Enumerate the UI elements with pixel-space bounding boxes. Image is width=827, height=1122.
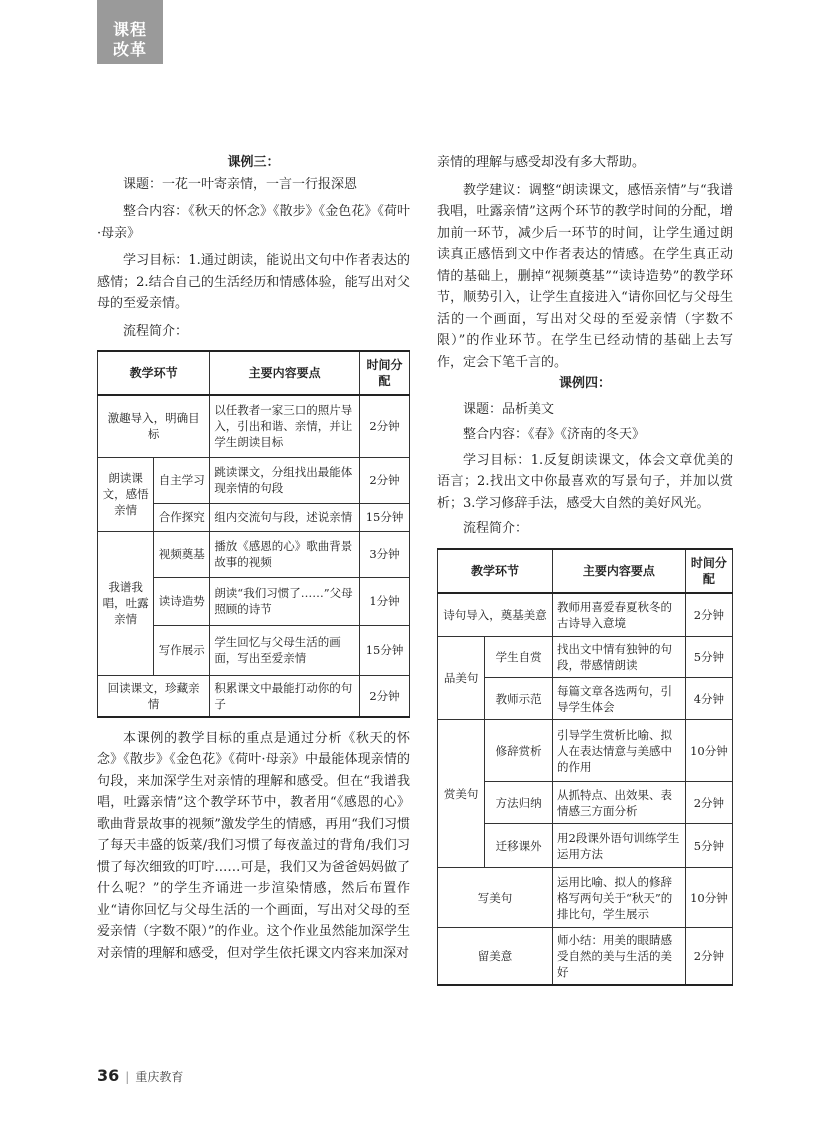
header-content: 主要内容要点 bbox=[553, 549, 686, 593]
content-cell: 以任教者一家三口的照片导入，引出和谐、亲情，并让学生朗读目标 bbox=[210, 395, 360, 457]
example3-goals: 学习目标：1.通过朗读，能说出文句中作者表达的感情；2.结合自己的生活经历和情感体验，能写出对父母的至爱亲情。 bbox=[97, 253, 410, 311]
example4-flow-table bbox=[437, 548, 733, 987]
stage-cell: 我谱我唱，吐露亲情 bbox=[98, 531, 154, 675]
header-stage: 教学环节 bbox=[98, 351, 210, 395]
time-cell: 10分钟 bbox=[685, 720, 732, 782]
footer-separator: | bbox=[125, 1070, 130, 1084]
content-cell: 教师用喜爱春夏秋冬的古诗导入意境 bbox=[553, 593, 686, 637]
substage-cell: 读诗造势 bbox=[154, 577, 210, 625]
header-time: 时间分配 bbox=[360, 351, 410, 395]
time-cell: 10分钟 bbox=[685, 868, 732, 928]
stage-cell: 赏美句 bbox=[438, 720, 485, 868]
table-row bbox=[438, 593, 733, 637]
table-row bbox=[438, 720, 733, 782]
left-column bbox=[97, 152, 410, 964]
content-cell: 跳读课文，分组找出最能体现亲情的句段 bbox=[210, 457, 360, 503]
example3-analysis: 本课例的教学目标的重点是通过分析《秋天的怀念》《散步》《金色花》《荷叶·母亲》中最能体现亲情的句段，来加深学生对亲情的理解和感受。但在“我谱我唱，吐露亲情”这个教学环节中，教者用“《感恩的心》歌曲背景故事的视频”激发学生的情感，再用“我们习惯了每天丰盛的饭菜/我们习惯了每夜盖过的背角/我们习惯了每次细致的叮咛……可是，我们又为爸爸妈妈做了什么呢？”的学生齐诵进一步渲染情感，然后布置作业“请你回忆与父母生活的一个画面，写出对父母的至爱亲情（字数不限）”的作业。这个作业虽然能加深学生对亲情的理解和感受，但对学生依托课文内容来加深对 bbox=[97, 730, 410, 961]
content-cell: 每篇文章各选两句，引导学生体会 bbox=[553, 678, 686, 720]
stage-cell: 激趣导入，明确目标 bbox=[98, 395, 210, 457]
header-content: 主要内容要点 bbox=[210, 351, 360, 395]
time-cell: 2分钟 bbox=[360, 457, 410, 503]
content-cell: 找出文中情有独钟的句段，带感情朗读 bbox=[553, 637, 686, 678]
substage-cell: 方法归纳 bbox=[485, 782, 553, 824]
stage-cell: 朗读课文，感悟亲情 bbox=[98, 457, 154, 531]
table-row bbox=[98, 395, 410, 457]
right-column bbox=[437, 152, 733, 996]
page-footer bbox=[97, 1066, 183, 1085]
time-cell: 2分钟 bbox=[685, 593, 732, 637]
time-cell: 3分钟 bbox=[360, 531, 410, 577]
time-cell: 2分钟 bbox=[685, 782, 732, 824]
header-time: 时间分配 bbox=[685, 549, 732, 593]
stage-cell: 留美意 bbox=[438, 928, 553, 986]
section-tag bbox=[97, 0, 163, 64]
table-header-row bbox=[438, 549, 733, 593]
example4-content: 整合内容：《春》《济南的冬天》 bbox=[463, 427, 646, 442]
section-tag-line2: 改革 bbox=[112, 40, 147, 59]
content-cell: 引导学生赏析比喻、拟人在表达情意与美感中的作用 bbox=[553, 720, 686, 782]
substage-cell: 教师示范 bbox=[485, 678, 553, 720]
example3-content: 整合内容：《秋天的怀念》《散步》《金色花》《荷叶·母亲》 bbox=[97, 204, 410, 241]
time-cell: 4分钟 bbox=[685, 678, 732, 720]
content-cell: 播放《感恩的心》歌曲背景故事的视频 bbox=[210, 531, 360, 577]
teaching-suggestion: 教学建议：调整“朗读课文，感悟亲情”与“我谱我唱，吐露亲情”这两个环节的教学时间的分配，增加前一环节，减少后一环节的时间，让学生通过朗读真正感悟到文中作者表达的情感。在学生真正动情的基础上，删掉“视频奠基”“读诗造势”的教学环节，顺势引入，让学生直接进入“请你回忆与父母生活的一个画面，写出对父母的至爱亲情（字数不限）”的作业环节。在学生已经动情的基础上去写作，定会下笔千言的。 bbox=[437, 182, 733, 370]
example3-topic: 课题：一花一叶寄亲情，一言一行报深恩 bbox=[123, 176, 358, 192]
table-row bbox=[98, 675, 410, 717]
content-cell: 运用比喻、拟人的修辞格写两句关于“秋天”的排比句，学生展示 bbox=[553, 868, 686, 928]
time-cell: 2分钟 bbox=[360, 395, 410, 457]
table-row bbox=[438, 868, 733, 928]
stage-cell: 写美句 bbox=[438, 868, 553, 928]
table-row bbox=[98, 531, 410, 577]
example4-flow-label: 流程简介： bbox=[463, 521, 529, 536]
example4-heading: 课例四： bbox=[558, 376, 611, 391]
table-row bbox=[98, 457, 410, 503]
substage-cell: 学生自赏 bbox=[485, 637, 553, 678]
page-number: 36 bbox=[97, 1066, 120, 1085]
journal-name: 重庆教育 bbox=[135, 1070, 184, 1084]
stage-cell: 品美句 bbox=[438, 637, 485, 720]
time-cell: 1分钟 bbox=[360, 577, 410, 625]
content-cell: 朗读“我们习惯了……”父母照顾的诗节 bbox=[210, 577, 360, 625]
time-cell: 5分钟 bbox=[685, 637, 732, 678]
example4-goals: 学习目标：1.反复朗读课文，体会文章优美的语言；2.找出文中你最喜欢的写景句子，并加以赏析；3.学习修辞手法，感受大自然的美好风光。 bbox=[437, 452, 733, 511]
substage-cell: 写作展示 bbox=[154, 625, 210, 675]
substage-cell: 视频奠基 bbox=[154, 531, 210, 577]
content-cell: 积累课文中最能打动你的句子 bbox=[210, 675, 360, 717]
table-row bbox=[438, 637, 733, 678]
stage-cell: 回读课文，珍藏亲情 bbox=[98, 675, 210, 717]
content-cell: 用2段课外语句训练学生运用方法 bbox=[553, 824, 686, 868]
table-row bbox=[438, 928, 733, 986]
time-cell: 5分钟 bbox=[685, 824, 732, 868]
example3-analysis-cont: 亲情的理解与感受却没有多大帮助。 bbox=[437, 155, 646, 170]
example4-topic: 课题：品析美文 bbox=[463, 401, 555, 417]
content-cell: 从抓特点、出效果、表情感三方面分析 bbox=[553, 782, 686, 824]
table-header-row bbox=[98, 351, 410, 395]
stage-cell: 诗句导入，奠基美意 bbox=[438, 593, 553, 637]
substage-cell: 合作探究 bbox=[154, 503, 210, 531]
time-cell: 15分钟 bbox=[360, 503, 410, 531]
example3-flow-label: 流程简介： bbox=[123, 323, 189, 339]
substage-cell: 修辞赏析 bbox=[485, 720, 553, 782]
section-tag-line1: 课程 bbox=[112, 20, 147, 39]
content-cell: 师小结：用美的眼睛感受自然的美与生活的美好 bbox=[553, 928, 686, 986]
time-cell: 2分钟 bbox=[360, 675, 410, 717]
time-cell: 2分钟 bbox=[685, 928, 732, 986]
substage-cell: 迁移课外 bbox=[485, 824, 553, 868]
example3-heading: 课例三： bbox=[227, 155, 280, 170]
substage-cell: 自主学习 bbox=[154, 457, 210, 503]
content-cell: 组内交流句与段，述说亲情 bbox=[210, 503, 360, 531]
header-stage: 教学环节 bbox=[438, 549, 553, 593]
content-cell: 学生回忆与父母生活的画面，写出至爱亲情 bbox=[210, 625, 360, 675]
time-cell: 15分钟 bbox=[360, 625, 410, 675]
example3-flow-table bbox=[97, 350, 410, 718]
